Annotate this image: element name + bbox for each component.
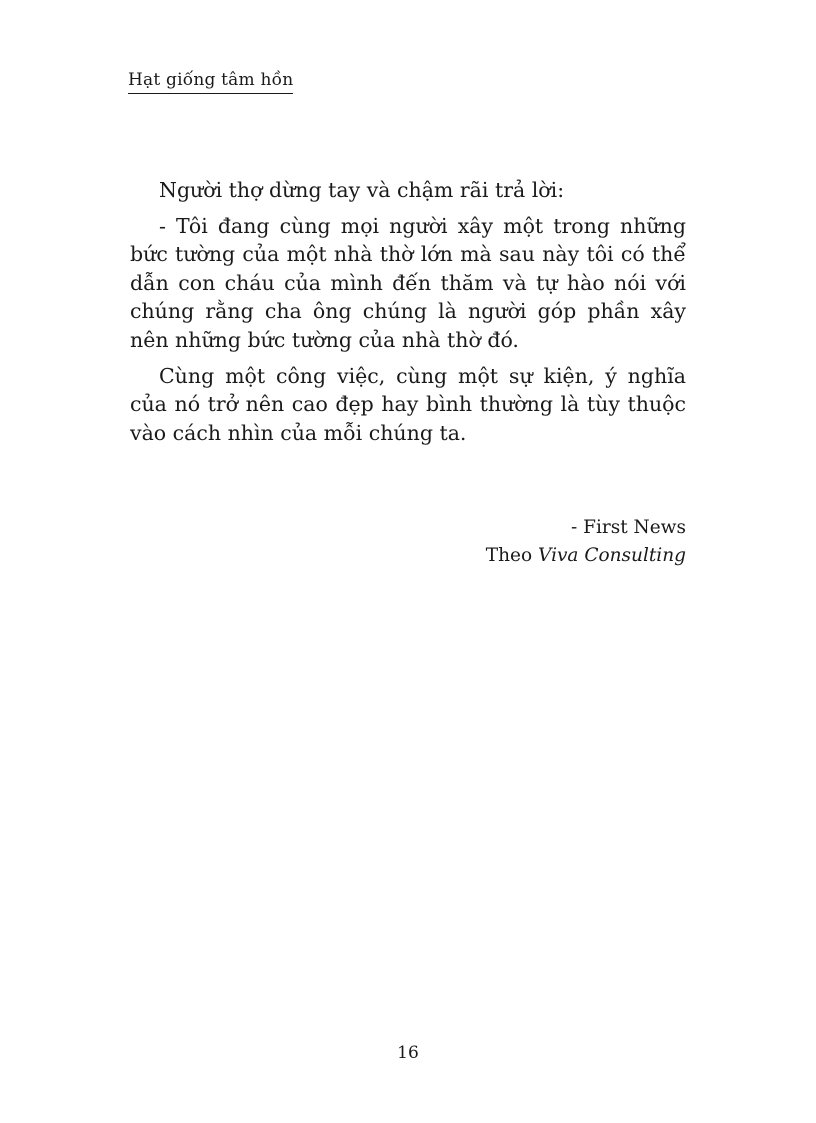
paragraph-2: - Tôi đang cùng mọi người xây một trong những bức tường của một nhà thờ lớn mà sau này tôi có thể dẫn con cháu của mình đến thăm và tự hào nói với chúng rằng cha ông chúng là người góp phần xây nên những bức tường của nhà thờ đó.: [130, 213, 686, 352]
running-header: Hạt giống tâm hồn: [128, 70, 293, 94]
source-prefix: Theo: [485, 545, 533, 566]
source-name: Viva Consulting: [538, 545, 686, 566]
attribution: [486, 514, 686, 570]
paragraph-1: Người thợ dừng tay và chậm rãi trả lời:: [159, 178, 565, 202]
attribution-author: - First News: [570, 517, 686, 538]
paragraph-3: Cùng một công việc, cùng một sự kiện, ý nghĩa của nó trở nên cao đẹp hay bình thường là tùy thuộc vào cách nhìn của mỗi chúng ta.: [130, 363, 686, 445]
attribution-source: [486, 542, 686, 570]
page-number: 16: [397, 1043, 419, 1063]
body-text: [130, 176, 686, 454]
